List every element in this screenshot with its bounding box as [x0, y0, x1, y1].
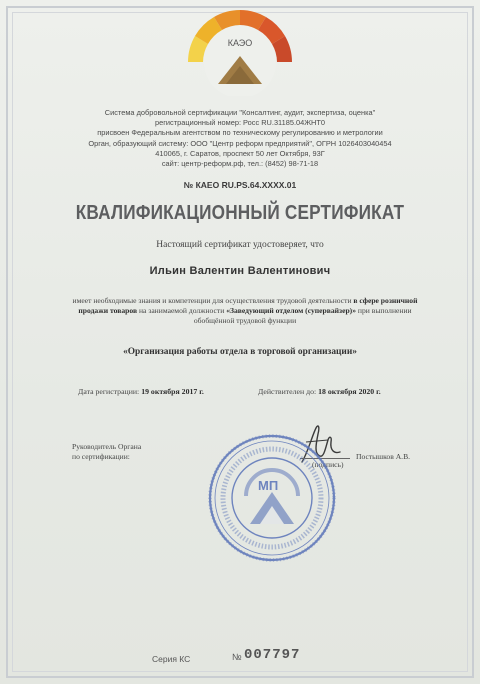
certificate-subtitle: Настоящий сертификат удостоверяет, что	[156, 240, 324, 250]
valid-date-value: 18 октября 2020 г.	[318, 387, 381, 396]
header-line-3: присвоен Федеральным агентством по техническому регулированию и метрологии	[97, 128, 383, 138]
valid-date-label: Действителен до:	[258, 387, 317, 396]
registration-number: № КАЕО RU.PS.64.XXXX.01	[183, 180, 297, 190]
registration-date	[78, 387, 204, 396]
header-block	[30, 108, 450, 169]
text-part-1: имеет необходимые знания и компетенции для осуществления трудовой деятельности	[72, 296, 352, 305]
qualification-text	[60, 296, 430, 326]
logo-text: КАЭО	[227, 38, 253, 48]
header-line-4: Орган, образующий систему: ООО "Центр реформ предприятий", ОГРН 1026403040454	[88, 138, 392, 148]
signature-caption: (подпись)	[312, 460, 344, 469]
series-label: Серия КС	[152, 654, 191, 664]
head-of-body-label	[72, 442, 141, 462]
holder-name: Ильин Валентин Валентинович	[149, 265, 331, 277]
text-part-5: при выполнении обобщённой трудовой функции	[193, 306, 412, 325]
stamp-letters: МП	[258, 478, 279, 493]
head-label-line-1: Руководитель Органа	[72, 442, 142, 451]
header-line-1: Система добровольной сертификации "Консалтинг, аудит, экспертиза, оценка"	[104, 108, 376, 117]
reg-date-value: 19 октября 2017 г.	[141, 387, 204, 396]
header-line-5: 410065, г. Саратов, проспект 50 лет Октября, 93Г	[155, 148, 325, 158]
header-line-6: сайт: центр-реформ.рф, тел.: (8452) 98-71-18	[161, 159, 319, 169]
valid-until-date	[258, 387, 381, 396]
text-part-2: в сфере розничной продажи товаров	[78, 296, 418, 315]
labour-function: «Организация работы отдела в торговой организации»	[123, 347, 357, 357]
head-label-line-2: по сертификации:	[72, 452, 130, 461]
reg-date-label: Дата регистрации:	[78, 387, 140, 396]
text-part-4: «Заведующий отделом (супервайзер)»	[226, 306, 356, 315]
official-stamp-icon	[206, 432, 338, 564]
text-part-3: на занимаемой должности	[138, 306, 225, 315]
serial-no-sign: №	[232, 652, 242, 662]
certificate-title: КВАЛИФИКАЦИОННЫЙ СЕРТИФИКАТ	[75, 202, 405, 224]
kaeo-logo-icon	[182, 2, 298, 96]
header-line-2: регистрационный номер: Росс RU.31185.04ЖНТ0	[154, 118, 326, 128]
serial-number: 007797	[244, 647, 301, 663]
signer-name: Постышков А.В.	[356, 452, 411, 461]
